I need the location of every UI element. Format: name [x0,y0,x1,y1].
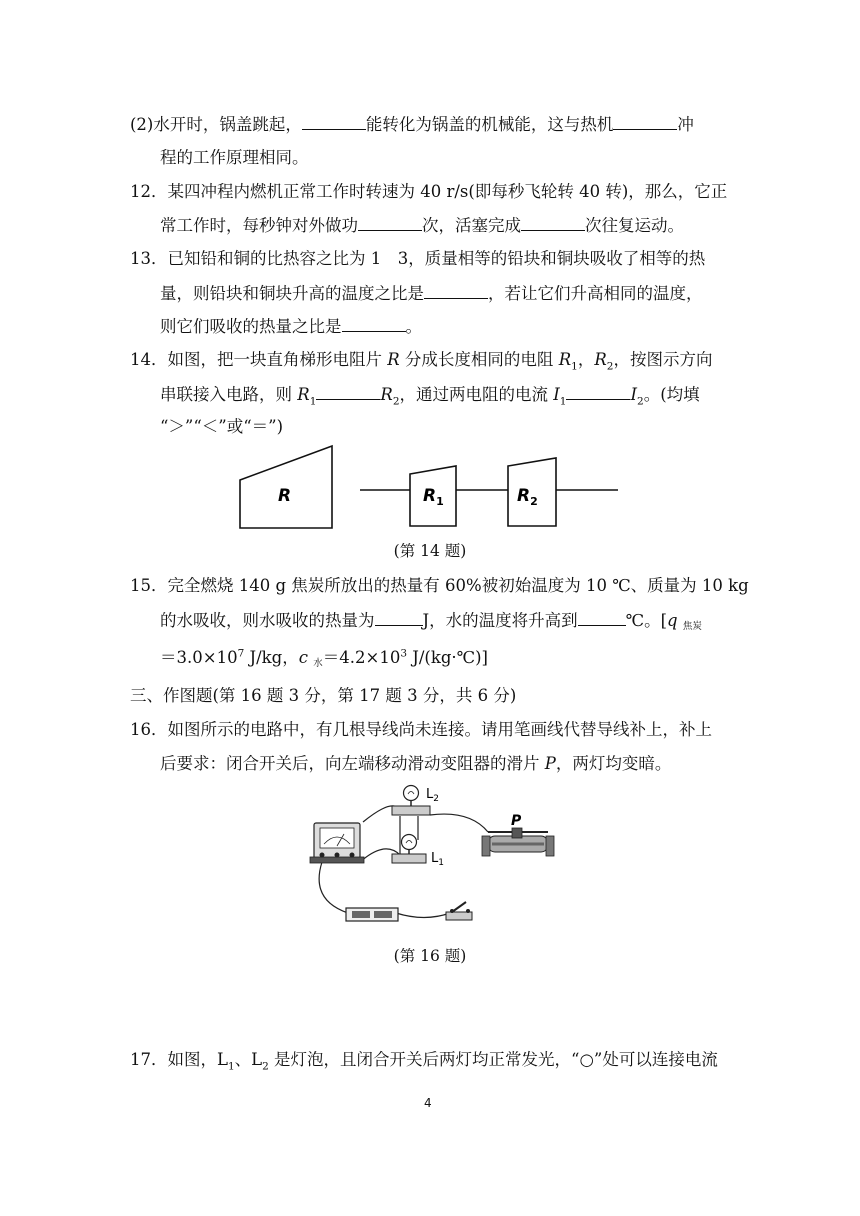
q14-text: 分成长度相同的电阻 [399,350,559,369]
q17-text: ”处可以连接电流 [593,1050,718,1069]
subscript: 1 [559,395,567,408]
q11-line2 [160,147,309,169]
q15-text: J/(kg·℃)] [407,648,488,667]
label-L2: $L_2$ [426,787,439,804]
variable-c: c [298,648,308,667]
q15-text: 的水吸收，则水吸收的热量为 [160,611,375,630]
subscript: 2 [262,1060,269,1073]
q14-caption: (第 14 题) [393,542,467,560]
wire [430,814,488,832]
superscript: 3 [400,647,407,660]
question-number: 16． [130,720,168,739]
question-number: 15． [130,576,168,595]
answer-blank[interactable] [424,282,488,299]
q16-line2 [160,753,671,775]
superscript: 7 [237,647,245,660]
q13-text: 则它们吸收的热量之比是 [160,317,342,336]
q11-text: 能转化为锅盖的机械能，这与热机 [365,115,614,134]
wire [396,913,450,918]
circle-symbol: ○ [579,1050,594,1069]
q14-line3 [160,416,283,438]
rheostat-icon [482,828,554,856]
q14-line1 [130,349,712,371]
q15-line2 [160,609,702,638]
lamp-L1-icon [392,835,426,864]
q14-text: 串联接入电路，则 [160,385,298,404]
answer-blank[interactable] [375,609,423,626]
q15-text: J，水的温度将升高到 [422,611,578,630]
subscript: 1 [571,360,578,373]
subscript: 1 [227,1060,235,1073]
q12-text: 某四冲程内燃机正常工作时转速为 40 r/s(即每秒飞轮转 40 转)，那么，它正 [167,182,728,201]
q13-text: ，若让它们升高相同的温度， [488,284,703,303]
answer-blank[interactable] [358,214,422,231]
variable-P: P [544,754,556,773]
q12-text: 常工作时，每秒钟对外做功 [160,216,358,235]
q14-line2 [160,383,700,406]
q15-text: J/kg， [244,648,299,667]
subscript: 2 [637,395,644,408]
label-R: R [278,486,292,506]
answer-blank[interactable] [302,113,366,130]
q15-text: ＝3.0×10 [160,648,238,667]
question-number: 14． [130,350,168,369]
variable-I2: I [630,385,637,404]
q14-text: 。(均填 [643,385,700,404]
q14-text: ， [577,350,595,369]
q16-text: 后要求：闭合开关后，向左端移动滑动变阻器的滑片 [160,754,545,773]
answer-blank[interactable] [316,383,380,400]
q16-text: 如图所示的电路中，有几根导线尚未连接。请用笔画线代替导线补上，补上 [167,720,712,739]
wire [319,862,348,913]
q11-line1 [130,113,694,136]
label-P: P [511,813,522,829]
variable-R1: R [297,385,310,404]
answer-blank[interactable] [613,113,677,130]
label-R1: $R_1$ [423,486,444,508]
variable-R1: R [558,350,572,369]
q16-text: ，两灯均变暗。 [555,754,672,773]
variable-R2: R [594,350,607,369]
variable-q: q [667,611,678,630]
q17-line1 [130,1049,718,1071]
q12-text: 次，活塞完成 [422,216,521,235]
switch-icon [446,902,472,920]
q11-text: 程的工作原理相同。 [160,148,309,167]
question-number: 13． [130,249,168,268]
q14-figure [230,438,630,538]
q17-text: 是灯泡，且闭合开关后两灯均正常发光，“ [268,1050,580,1069]
subscript: 2 [606,360,614,373]
answer-blank[interactable] [566,383,630,400]
q11-text: (2)水开时，锅盖跳起， [130,115,302,134]
variable-I1: I [553,385,560,404]
answer-blank[interactable] [578,609,626,626]
trapezoid-R2 [508,458,556,526]
subscript: 焦炭 [682,621,702,632]
q12-line1 [130,181,727,203]
q17-text: 如图，L [167,1050,228,1069]
variable-R2: R [380,385,393,404]
q14-text: 如图，把一块直角梯形电阻片 [167,350,388,369]
question-number: 17． [130,1050,168,1069]
q14-text: ，通过两电阻的电流 [399,385,554,404]
subscript: 2 [392,395,400,408]
q17-text: 、L [234,1050,263,1069]
q15-text: ℃。[ [625,611,668,630]
q16-line1 [130,719,712,741]
label-R2: $R_2$ [517,486,538,508]
q13-text: 。 [405,317,422,336]
q13-line2 [160,282,703,305]
label-L1: $L_1$ [431,851,444,868]
question-number: 12． [130,182,168,201]
meter-icon [310,823,364,863]
q15-line1 [130,575,749,597]
q14-text: ，按图示方向 [613,350,713,369]
q11-text: 冲 [677,115,694,134]
q12-text: 次往复运动。 [585,216,684,235]
section-heading: 三、作图题(第 16 题 3 分，第 17 题 3 分，共 6 分) [130,686,517,705]
q15-line3 [160,647,488,675]
page-number: 4 [424,1096,432,1110]
q14-text: “＞”“＜”或“＝”) [160,417,284,436]
answer-blank[interactable] [342,315,406,332]
lamp-L2-icon [392,786,430,816]
subscript: 1 [309,395,317,408]
q12-line2 [160,214,684,237]
q16-figure [300,780,570,935]
q13-text: 量，则铅块和铜块升高的温度之比是 [160,284,424,303]
q15-text: 完全燃烧 140 g 焦炭所放出的热量有 60%被初始温度为 10 ℃、质量为 10 kg [167,576,749,595]
battery-icon [346,908,398,921]
q13-line3 [160,315,422,338]
q16-caption: (第 16 题) [393,947,467,965]
variable-R: R [387,350,400,369]
q13-line1 [130,248,705,270]
q13-text: 已知铅和铜的比热容之比为 1 3，质量相等的铅块和铜块吸收了相等的热 [167,249,706,268]
subscript: 水 [313,658,323,669]
q15-text: ＝4.2×10 [322,648,401,667]
answer-blank[interactable] [521,214,585,231]
